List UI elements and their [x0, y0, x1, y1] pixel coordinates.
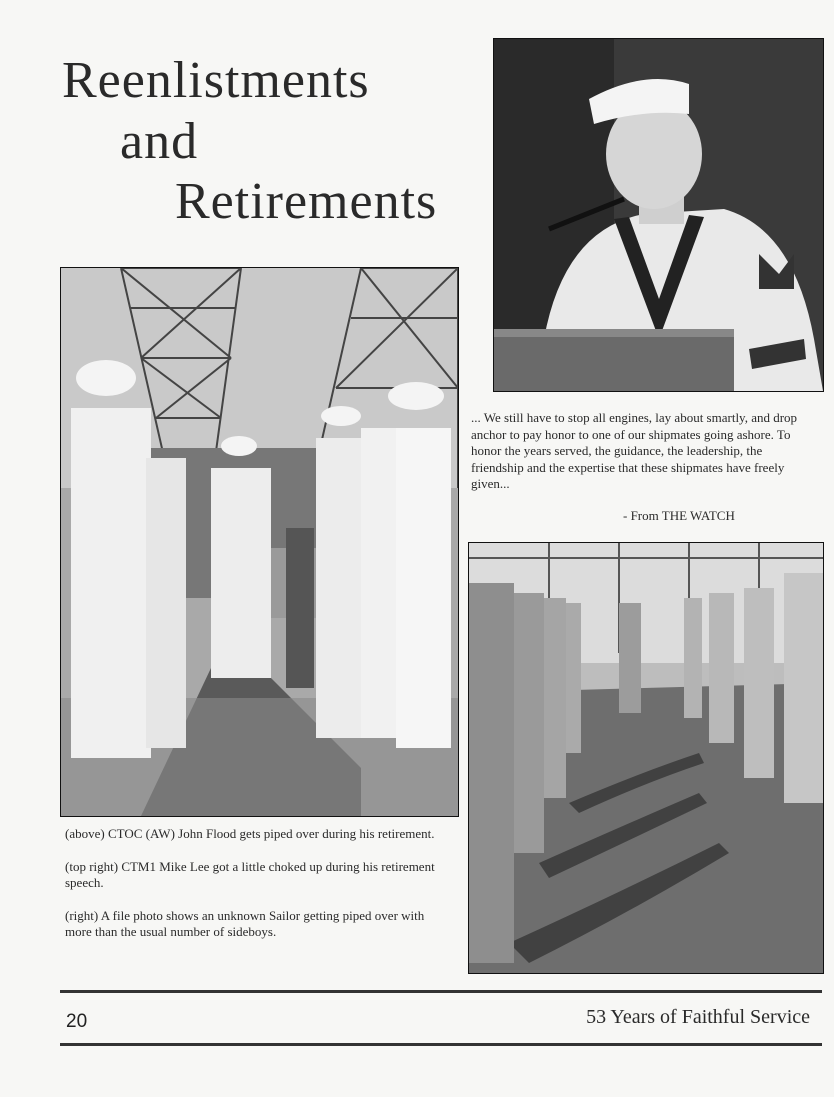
caption-top-right: (top right) CTM1 Mike Lee got a little choked up during his retirement speech.	[65, 858, 435, 890]
quote-attribution: - From THE WATCH	[623, 508, 735, 523]
photo-sideboys	[468, 542, 824, 974]
photo-captions	[65, 826, 445, 957]
page-title-line-3: Retirements	[175, 173, 438, 230]
page-title-line-1: Reenlistments	[62, 52, 370, 109]
page-number: 20	[66, 1011, 88, 1032]
footer-tagline: 53 Years of Faithful Service	[586, 1006, 810, 1028]
caption-right: (right) A file photo shows an unknown Sailor getting piped over with more than the usual number of sideboys.	[65, 907, 425, 939]
caption-above: (above) CTOC (AW) John Flood gets piped over during his retirement.	[65, 826, 435, 841]
page-title-line-2: and	[120, 113, 199, 170]
footer-rule-top	[60, 990, 822, 993]
photo-sailor-speech	[493, 38, 824, 392]
footer-rule-bottom	[60, 1043, 822, 1046]
quote-text: ... We still have to stop all engines, lay about smartly, and drop anchor to pay honor to one of our shipmates going ashore. To honor the years served, the guidance, the leadership, the friendship and the expertise that these shipmates have freely given...	[471, 410, 798, 491]
photo-retirement-ceremony	[60, 267, 459, 817]
